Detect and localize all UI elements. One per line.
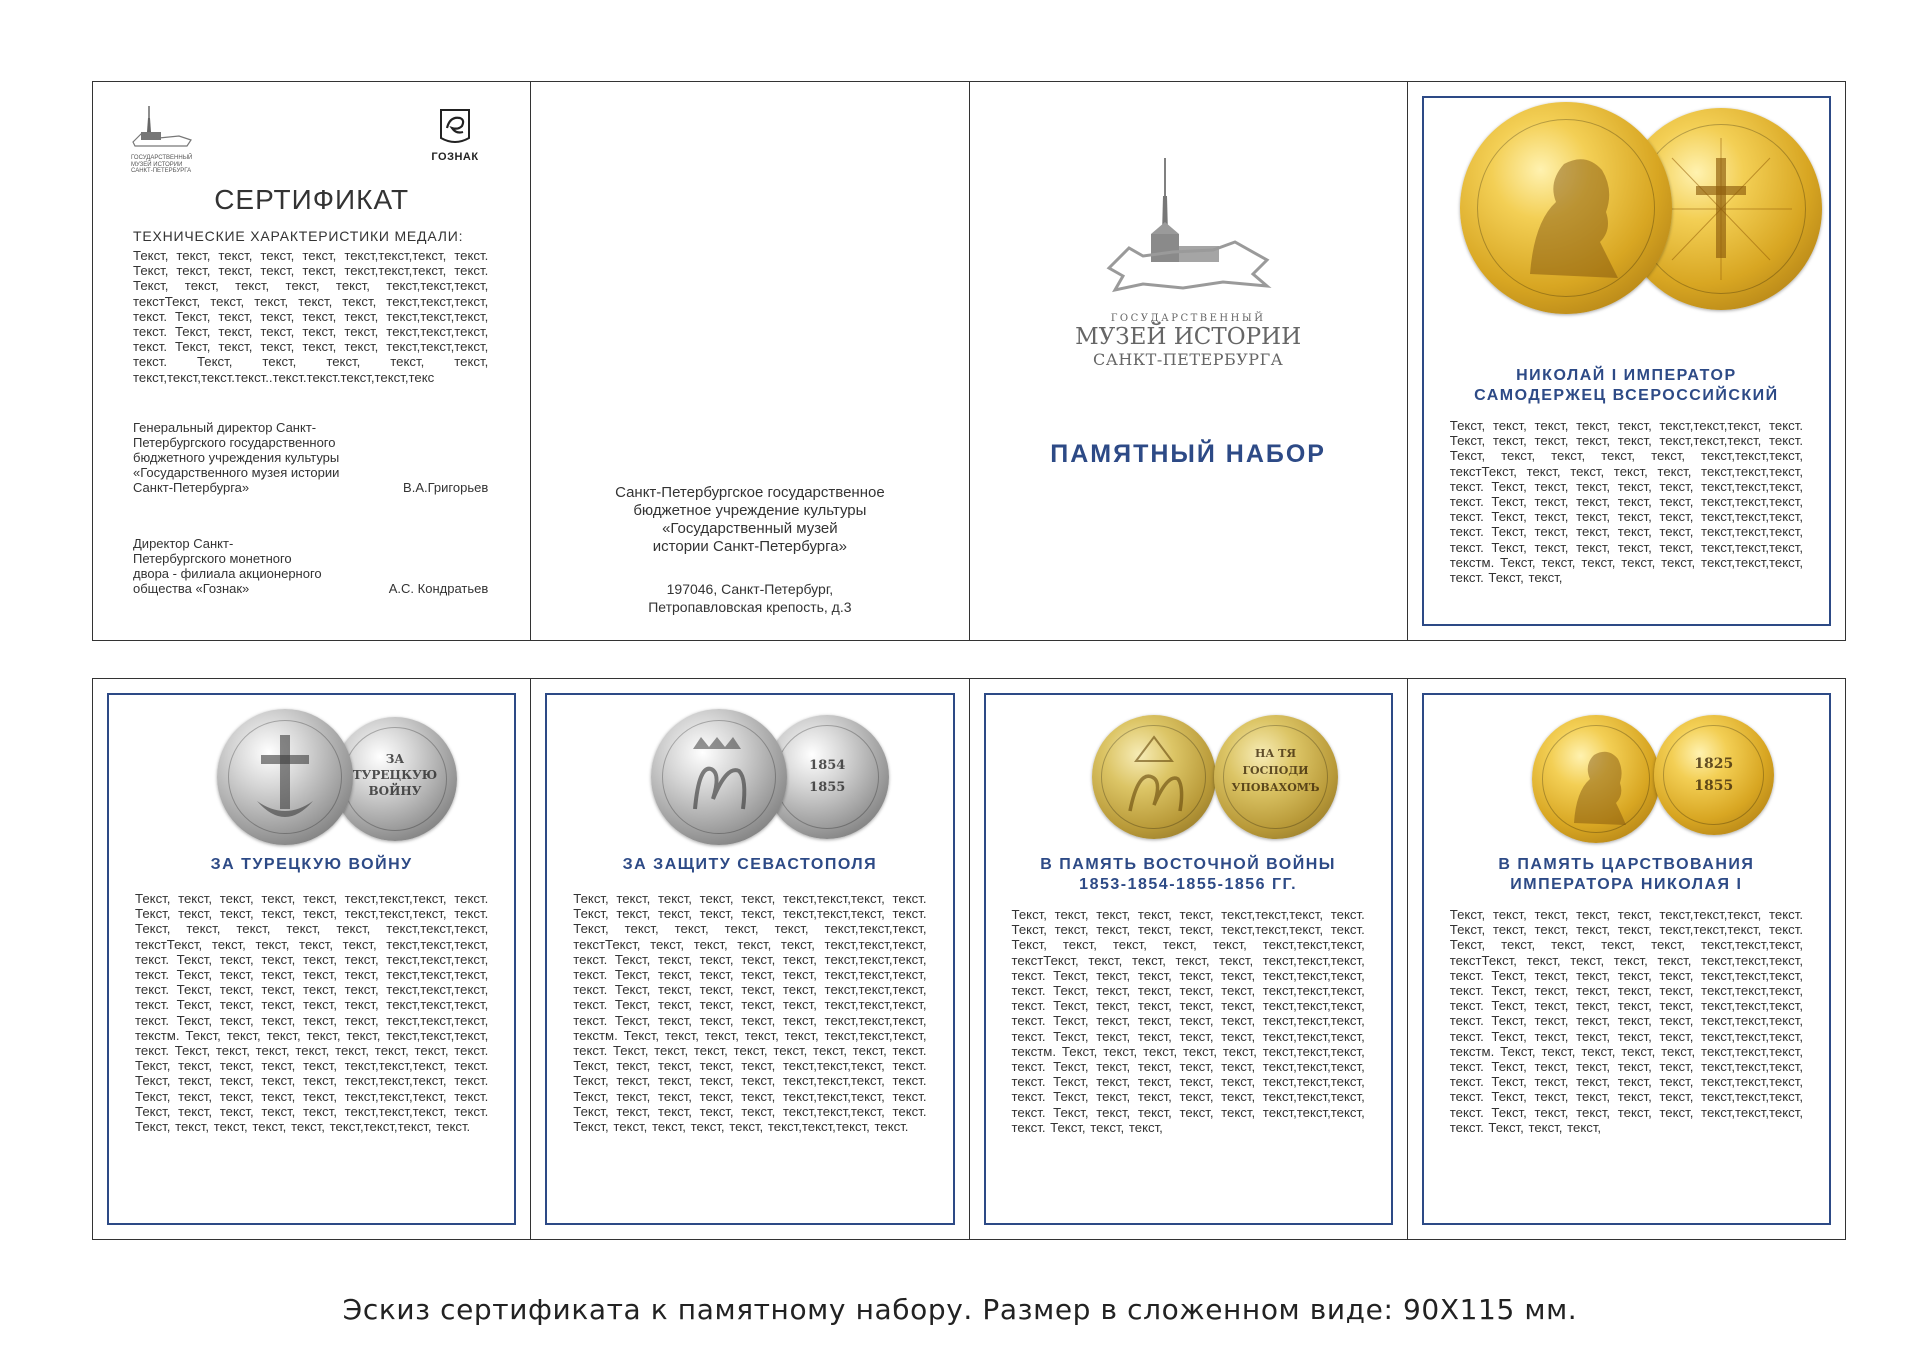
medal-obverse-coin: [1460, 102, 1672, 314]
fortress-logo-icon: [1103, 156, 1273, 306]
cover-panel: [970, 82, 1408, 640]
legend-line-2: ГОСПОДИ: [1242, 764, 1309, 777]
medal-title-line-2: САМОДЕРЖЕЦ ВСЕРОССИЙСКИЙ: [1474, 387, 1779, 404]
medal-card-turkish-war: [93, 679, 531, 1239]
legend-line-1: НА ТЯ: [1254, 747, 1297, 760]
medal-description: Текст, текст, текст, текст, текст, текст,текст,текст, текст. Текст, текст, текст, текст, текст, текст,текст,текст, текст. Текст, текст, текст, текст, текст, текст,текст,текст, текстТекст, текст, текст, текст, текст, текст,текст,текст, текст. Текст, текст, текст, текст, текст, текст,текст,текст, текст. Текст, текст, текст, текст, текст, текст,текст,текст, текст. Текст, текст, текст, текст, текст, текст,текст,текст, текст. Текст, текст, текст, текст, текст, текст,текст,текст, текст. Текст, текст, текст, текст, текст, текст,текст,текст, текстм. Текст, текст, текст, текст, текст, текст,текст,текст, текст. Текст, текст, текст, текст, текст, текст, текст, текст. Текст, текст, текст, текст, текст, текст,текст,текст, текст. Текст, текст, текст, текст, текст, текст,текст,текст, текст. Текст, текст, текст, текст, текст, текст,текст,текст, текст. Текст, текст, текст, текст, текст, текст,текст,текст, текст. Текст, текст, текст, текст, текст, текст,текст,текст, текст.: [135, 891, 489, 1135]
signature-2-name: А.С. Кондратьев: [388, 581, 489, 596]
medal-title-line-2: 1853-1854-1855-1856 ГГ.: [1079, 876, 1298, 893]
address-org-line-1: Санкт-Петербургское государственное: [615, 484, 885, 501]
signature-2-label: Директор Санкт-Петербургского монетного двора - филиала акционерного общества «Гознак»: [133, 536, 322, 596]
medal-card-frame: [545, 693, 954, 1225]
crown-monogram-icon: [651, 709, 787, 845]
address-org-line-3: «Государственный музей: [662, 520, 838, 537]
signature-2: [133, 536, 488, 596]
medal-image: [1450, 100, 1803, 366]
museum-logo-large: [970, 156, 1407, 369]
signature-1-label: Генеральный директор Санкт-Петербургского государственного бюджетного учреждения культуры «Государственного музея истории Санкт-Петербурга»: [133, 420, 340, 495]
goznak-emblem-icon: [438, 108, 472, 146]
goznak-logo: [431, 108, 479, 163]
signature-1: [133, 420, 488, 495]
medal-image: [1450, 701, 1803, 851]
medal-title-line-1: НИКОЛАЙ I ИМПЕРАТОР: [1516, 367, 1737, 384]
goznak-label: ГОЗНАК: [431, 151, 479, 163]
certificate-title: СЕРТИФИКАТ: [214, 184, 410, 215]
fortress-icon: [131, 104, 203, 150]
medal-image: [573, 701, 926, 851]
medal-card-frame: [984, 693, 1393, 1225]
medal-card-frame: [107, 693, 516, 1225]
cover-logo-line-1: ГОСУДАРСТВЕННЫЙ: [1110, 313, 1266, 324]
certificate-subtitle: ТЕХНИЧЕСКИЕ ХАРАКТЕРИСТИКИ МЕДАЛИ:: [133, 228, 464, 244]
medal-description: Текст, текст, текст, текст, текст, текст,текст,текст, текст. Текст, текст, текст, текст, текст, текст,текст,текст, текст. Текст, текст, текст, текст, текст, текст,текст,текст, текстТекст, текст, текст, текст, текст, текст,текст,текст, текст. Текст, текст, текст, текст, текст, текст,текст,текст, текст. Текст, текст, текст, текст, текст, текст,текст,текст, текст. Текст, текст, текст, текст, текст, текст,текст,текст, текст. Текст, текст, текст, текст, текст, текст,текст,текст, текст. Текст, текст, текст, текст, текст, текст,текст,текст, текстм. Текст, текст, текст, текст, текст, текст,текст,текст, текст. Текст, текст, текст, текст, текст, текст, текст, текст. Текст, текст, текст, текст, текст, текст,текст,текст, текст. Текст, текст, текст, текст, текст, текст,текст,текст, текст. Текст, текст, текст, текст, текст, текст,текст,текст, текст. Текст, текст, текст, текст, текст, текст,текст,текст, текст. Текст, текст, текст, текст, текст, текст,текст,текст, текст.: [573, 891, 927, 1135]
certificate-body: Текст, текст, текст, текст, текст, текст,текст,текст, текст. Текст, текст, текст, текст, текст, текст,текст,текст, текст. Текст, текст, текст, текст, текст, текст,текст,текст, текстТекст, текст, текст, текст, текст, текст,текст,текст, текст. Текст, текст, текст, текст, текст, текст,текст,текст, текст. Текст, текст, текст, текст, текст, текст,текст,текст, текст. Текст, текст, текст, текст, текст, текст,текст,текст, текст. Текст, текст, текст, текст, текст, текст,текст,текст.текст..текст.текст.текст,текст,текс: [133, 248, 489, 385]
medal-card-frame: [1422, 96, 1831, 626]
cover-logo-line-3: САНКТ-ПЕТЕРБУРГА: [1092, 350, 1284, 369]
logo-line-3: САНКТ-ПЕТЕРБУРГА: [131, 168, 192, 174]
medal-title: [1450, 366, 1803, 406]
cover-logo-line-2: МУЗЕЙ ИСТОРИИ: [1075, 324, 1302, 350]
legend-line-1: 1825: [1694, 756, 1734, 772]
medal-description: Текст, текст, текст, текст, текст, текст,текст,текст, текст. Текст, текст, текст, текст, текст, текст,текст,текст, текст. Текст, текст, текст, текст, текст, текст,текст,текст, текстТекст, текст, текст, текст, текст, текст,текст,текст, текст. Текст, текст, текст, текст, текст, текст,текст,текст, текст. Текст, текст, текст, текст, текст, текст,текст,текст, текст. Текст, текст, текст, текст, текст, текст,текст,текст, текст. Текст, текст, текст, текст, текст, текст,текст,текст, текст. Текст, текст, текст, текст, текст, текст,текст,текст, текстм. Текст, текст, текст, текст, текст, текст,текст,текст, текст. Текст, текст, текст, текст, текст, текст,текст,текст, текст. Текст, текст, текст, текст, текст, текст,текст,текст, текст. Текст, текст, текст, текст, текст, текст,текст,текст, текст. Текст, текст, текст, текст, текст, текст,текст,текст, текст. Текст, текст, текст,: [1011, 907, 1365, 1135]
cross-crescent-icon: [217, 709, 353, 845]
medal-reverse-coin: [1654, 715, 1774, 835]
top-spread: [92, 81, 1846, 641]
medal-title: ЗА ЗАЩИТУ СЕВАСТОПОЛЯ: [622, 856, 878, 873]
address-org-line-4: истории Санкт-Петербурга»: [652, 538, 847, 555]
museum-logo-small: [131, 104, 203, 174]
medal-obverse-coin: [1092, 715, 1216, 839]
medal-title-line-2: ИМПЕРАТОРА НИКОЛАЯ I: [1510, 876, 1743, 893]
emperor-portrait-icon: [1532, 715, 1660, 843]
legend-line-1: ЗА: [385, 752, 405, 766]
medal-obverse-coin: [1532, 715, 1660, 843]
medal-card-reign: [1408, 679, 1845, 1239]
medal-title: [1012, 855, 1365, 895]
address-org-line-2: бюджетное учреждение культуры: [633, 502, 867, 519]
medal-title-line-1: В ПАМЯТЬ ЦАРСТВОВАНИЯ: [1498, 856, 1755, 873]
medal-reverse-coin: [1214, 715, 1338, 839]
eye-monogram-icon: [1092, 715, 1216, 839]
logo-line-2: МУЗЕЙ ИСТОРИИ: [131, 161, 183, 168]
legend-line-2: ТУРЕЦКУЮ: [352, 768, 438, 782]
legend-line-3: ВОЙНУ: [368, 784, 422, 798]
certificate-panel: [93, 82, 531, 640]
medal-description: Текст, текст, текст, текст, текст, текст,текст,текст, текст. Текст, текст, текст, текст, текст, текст,текст,текст, текст. Текст, текст, текст, текст, текст, текст,текст,текст, текстТекст, текст, текст, текст, текст, текст,текст,текст, текст. Текст, текст, текст, текст, текст, текст,текст,текст, текст. Текст, текст, текст, текст, текст, текст,текст,текст, текст. Текст, текст, текст, текст, текст, текст,текст,текст, текст. Текст, текст, текст, текст, текст, текст,текст,текст, текст. Текст, текст, текст, текст, текст, текст,текст,текст, текстм. Текст, текст, текст, текст, текст, текст,текст,текст, текст. Текст, текст, текст, текст, текст, текст,текст,текст, текст. Текст, текст, текст, текст, текст, текст,текст,текст, текст. Текст, текст, текст, текст, текст, текст,текст,текст, текст. Текст, текст, текст, текст, текст, текст,текст,текст, текст. Текст, текст, текст,: [1449, 907, 1803, 1135]
legend-line-2: 1855: [809, 780, 846, 795]
sketch-caption: Эскиз сертификата к памятному набору. Размер в сложенном виде: 90Х115 мм.: [342, 1293, 1578, 1326]
medal-card-eastern-war: [970, 679, 1408, 1239]
medal-card-nicholas: [1408, 82, 1845, 640]
address-panel: [531, 82, 969, 640]
address-post-line-1: 197046, Санкт-Петербург,: [666, 581, 834, 597]
address-org: [531, 484, 968, 556]
address-post: [531, 580, 968, 616]
legend-line-2: 1855: [1694, 778, 1734, 794]
medal-title: ЗА ТУРЕЦКУЮ ВОЙНУ: [210, 856, 413, 873]
medal-image: [1012, 701, 1365, 851]
legend-line-3: УПОВАХОМЪ: [1231, 781, 1320, 794]
medal-title-line-1: В ПАМЯТЬ ВОСТОЧНОЙ ВОЙНЫ: [1040, 856, 1336, 873]
signature-1-name: В.А.Григорьев: [403, 480, 489, 495]
medal-obverse-coin: [651, 709, 787, 845]
emperor-portrait-icon: [1460, 102, 1672, 314]
cover-title: ПАМЯТНЫЙ НАБОР: [1050, 440, 1326, 468]
logo-line-1: ГОСУДАРСТВЕННЫЙ: [131, 155, 193, 161]
medal-card-frame: [1422, 693, 1831, 1225]
bottom-spread: [92, 678, 1846, 1240]
medal-description: Текст, текст, текст, текст, текст, текст,текст,текст, текст. Текст, текст, текст, текст, текст, текст,текст,текст, текст. Текст, текст, текст, текст, текст, текст,текст,текст, текстТекст, текст, текст, текст, текст, текст,текст,текст, текст. Текст, текст, текст, текст, текст, текст,текст,текст, текст. Текст, текст, текст, текст, текст, текст,текст,текст, текст. Текст, текст, текст, текст, текст, текст,текст,текст, текст. Текст, текст, текст, текст, текст, текст,текст,текст, текст. Текст, текст, текст, текст, текст, текст,текст,текст, текстм. Текст, текст, текст, текст, текст, текст,текст,текст, текст. Текст, текст,: [1449, 418, 1803, 586]
medal-image: [135, 701, 488, 851]
medal-card-sevastopol: [531, 679, 969, 1239]
legend-line-1: 1854: [809, 758, 846, 773]
medal-title: [1450, 855, 1803, 895]
address-post-line-2: Петропавловская крепость, д.3: [648, 599, 852, 615]
medal-obverse-coin: [217, 709, 353, 845]
